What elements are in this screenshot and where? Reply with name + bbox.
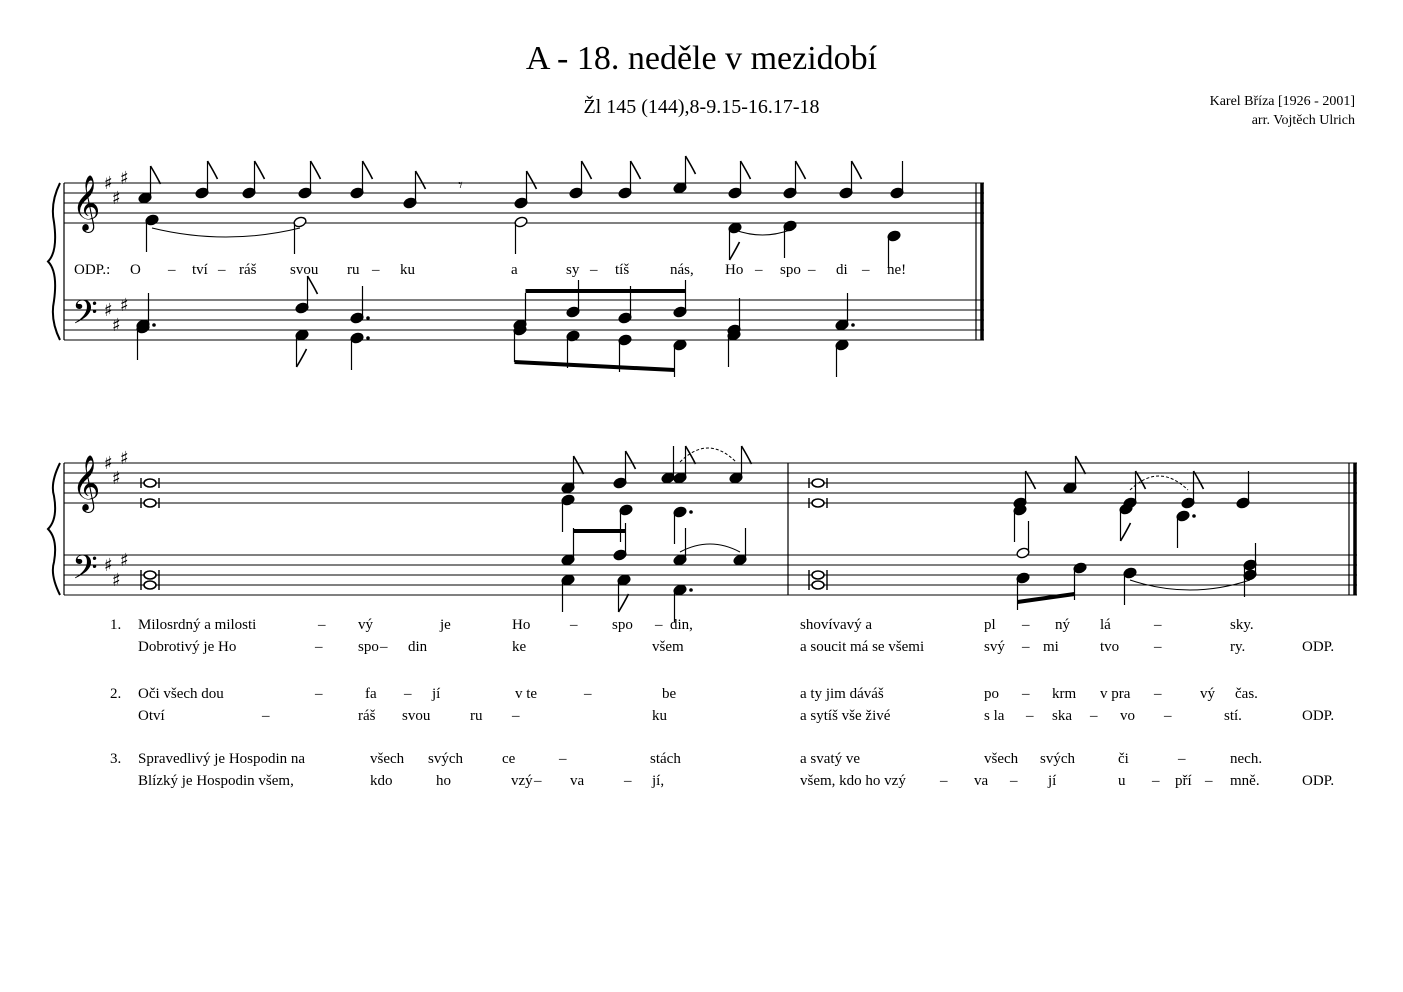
note-flag	[686, 446, 696, 464]
verse-syllable: mně.	[1230, 773, 1260, 789]
verse-syllable: Ho	[512, 617, 531, 633]
refrain-syllable: ne!	[887, 262, 907, 278]
refrain-syllable: a	[511, 262, 518, 278]
verse-syllable: ný	[1055, 617, 1070, 633]
verse-syllable: a ty jim dáváš	[800, 686, 884, 702]
refrain-syllable: tví	[192, 262, 208, 278]
verse-syllable: va	[974, 773, 989, 789]
beam	[515, 362, 675, 370]
verse-syllable: mi	[1043, 639, 1059, 655]
note-flag	[582, 161, 592, 179]
verse-syllable: všem	[652, 639, 684, 655]
verse-syllable: a sytíš vše živé	[800, 708, 891, 724]
note-flag	[1076, 456, 1086, 474]
psalm-reference: Žl 145 (144),8-9.15-16.17-18	[583, 96, 820, 118]
refrain-syllable: di	[836, 262, 848, 278]
verse-syllable: stí.	[1224, 708, 1242, 724]
verse-syllable: ska	[1052, 708, 1072, 724]
note-flag	[796, 161, 806, 179]
refrain-syllable: nás,	[670, 262, 694, 278]
refrain-syllable: tíš	[615, 262, 630, 278]
sharp-sign: ♯	[104, 555, 113, 576]
verse-syllable: Otví	[138, 708, 165, 724]
arranger-name: arr. Vojtěch Ulrich	[1251, 113, 1355, 128]
verse-syllable: všech	[370, 751, 405, 767]
note-flag	[1121, 523, 1131, 541]
refrain-syllable: –	[218, 262, 226, 278]
notation	[48, 156, 1355, 622]
breve-note	[812, 499, 824, 507]
verse-number: 2.	[110, 686, 122, 702]
breve-note	[812, 479, 824, 487]
sharp-sign: ♯	[120, 295, 129, 316]
verse-syllable: v pra	[1100, 686, 1131, 702]
verse-syllable: svou	[402, 708, 431, 724]
verse-syllable: –	[315, 639, 323, 655]
slur	[680, 544, 740, 552]
verse-syllable: kdo	[370, 773, 393, 789]
verse-syllable: pří	[1175, 773, 1192, 789]
sharp-sign: ♯	[112, 315, 121, 336]
verse-syllable: všech	[984, 751, 1019, 767]
verse-syllable: stách	[650, 751, 681, 767]
verse-syllable: –	[1205, 773, 1213, 789]
verse-syllable: a soucit má se všemi	[800, 639, 925, 655]
verse-syllable: –	[1178, 751, 1186, 767]
dot	[689, 510, 693, 514]
refrain-syllable: –	[590, 262, 598, 278]
page-title: A - 18. neděle v mezidobí	[525, 40, 878, 77]
refrain-syllable: spo	[780, 262, 801, 278]
note-flag	[255, 161, 265, 179]
verse-syllable: ry.	[1230, 639, 1246, 655]
verse-syllable: –	[1164, 708, 1172, 724]
breve-note	[144, 499, 156, 507]
verse-syllable: –	[940, 773, 948, 789]
sharp-sign: ♯	[104, 300, 113, 321]
verse-syllable: spo	[612, 617, 633, 633]
dot	[1192, 514, 1196, 518]
sharp-sign: ♯	[104, 453, 113, 474]
verse-syllable: Spravedlivý je Hospodin na	[138, 751, 306, 767]
verse-syllable: nech.	[1230, 751, 1263, 767]
verse-syllable: –	[1154, 639, 1162, 655]
bass-clef: 𝄢	[72, 549, 98, 595]
verse-syllable: ODP.	[1302, 639, 1335, 655]
refrain-syllable: O	[130, 262, 141, 278]
dot	[366, 316, 370, 320]
note-flag	[574, 456, 584, 474]
note-flag	[1194, 471, 1204, 489]
refrain-syllable: Ho	[725, 262, 744, 278]
verse-syllable: lá	[1100, 617, 1111, 633]
note-flag	[741, 161, 751, 179]
verse-syllable: –	[570, 617, 578, 633]
refrain-syllable: –	[372, 262, 380, 278]
verse-syllable: –	[559, 751, 567, 767]
verse-syllable: be	[662, 686, 677, 702]
verse-syllable: či	[1118, 751, 1129, 767]
note-flag	[527, 171, 537, 189]
verse-syllable: jí,	[652, 773, 665, 789]
verse-syllable: tvo	[1100, 639, 1120, 655]
refrain-syllable: sy	[566, 262, 580, 278]
treble-clef: 𝄞	[72, 455, 101, 511]
verse-number: 3.	[110, 751, 122, 767]
verse-syllable: Dobrotivý je Ho	[138, 639, 237, 655]
verse-syllable: –	[262, 708, 270, 724]
verse-syllable: všem, kdo ho vzý	[800, 773, 906, 789]
verse-syllable: Milosrdný a milosti	[138, 617, 257, 633]
verse-syllable: a svatý ve	[800, 751, 860, 767]
verse-syllable: pl	[984, 617, 996, 633]
refrain-syllable: –	[168, 262, 176, 278]
dot	[851, 323, 855, 327]
verse-syllable: s la	[984, 708, 1005, 724]
verse-syllable: spo	[358, 639, 379, 655]
note-flag	[297, 349, 307, 367]
verse-syllable: jí	[1048, 773, 1057, 789]
sharp-sign: ♯	[120, 448, 129, 469]
note-flag	[311, 161, 321, 179]
verse-syllable: va	[570, 773, 585, 789]
note-flag	[730, 242, 740, 260]
verse-syllable: din,	[670, 617, 693, 633]
verse-syllable: –	[655, 617, 663, 633]
breve-note	[812, 581, 824, 589]
verse-syllable: ru	[470, 708, 483, 724]
verse-syllable: ke	[512, 639, 527, 655]
verse-syllable: vzý	[511, 773, 533, 789]
verse-syllable: –	[624, 773, 632, 789]
system-brace	[48, 183, 60, 340]
verse-syllable: ODP.	[1302, 773, 1335, 789]
refrain-syllable: ku	[400, 262, 415, 278]
sharp-sign: ♯	[112, 188, 121, 209]
verse-syllable: –	[512, 708, 520, 724]
verse-syllable: ce	[502, 751, 516, 767]
verse-syllable: –	[404, 686, 412, 702]
note-flag	[363, 161, 373, 179]
verse-syllable: –	[1090, 708, 1098, 724]
breve-note	[144, 479, 156, 487]
verse-syllable: Blízký je Hospodin všem,	[138, 773, 294, 789]
verse-syllable: din	[408, 639, 428, 655]
verse-syllable: –	[1022, 639, 1030, 655]
verse-syllable: po	[984, 686, 999, 702]
verse-syllable: vo	[1120, 708, 1135, 724]
refrain-syllable: ráš	[239, 262, 257, 278]
note-flag	[626, 451, 636, 469]
note-flag	[151, 166, 161, 184]
treble-clef: 𝄞	[72, 175, 101, 231]
sharp-sign: ♯	[112, 468, 121, 489]
refrain-label: ODP.:	[74, 262, 111, 278]
verse-syllable: ODP.	[1302, 708, 1335, 724]
verse-syllable: fa	[365, 686, 377, 702]
verse-syllable: –	[380, 639, 388, 655]
verse-syllable: –	[1152, 773, 1160, 789]
refrain-syllable: –	[755, 262, 763, 278]
dot	[689, 588, 693, 592]
verse-syllable: ku	[652, 708, 667, 724]
note-flag	[686, 156, 696, 174]
verse-syllable: svý	[984, 639, 1005, 655]
slur	[735, 230, 790, 235]
verse-syllable: krm	[1052, 686, 1077, 702]
verse-syllable: ho	[436, 773, 451, 789]
verse-syllable: –	[1154, 686, 1162, 702]
system-brace	[48, 463, 60, 595]
verse-syllable: svých	[428, 751, 463, 767]
verse-syllable: u	[1118, 773, 1126, 789]
verse-syllable: –	[315, 686, 323, 702]
verse-syllable: ráš	[358, 708, 376, 724]
composer-name: Karel Bříza [1926 - 2001]	[1209, 94, 1355, 109]
verse-syllable: vý	[358, 617, 373, 633]
slur	[152, 228, 300, 237]
sharp-sign: ♯	[120, 168, 129, 189]
refrain-syllable: –	[808, 262, 816, 278]
sharp-sign: ♯	[112, 570, 121, 591]
verse-syllable: v te	[515, 686, 538, 702]
verse-syllable: –	[1022, 686, 1030, 702]
breve-note	[144, 571, 156, 579]
verse-syllable: –	[318, 617, 326, 633]
refrain-syllable: ru	[347, 262, 360, 278]
verse-syllable: Oči všech dou	[138, 686, 224, 702]
refrain-syllable: –	[862, 262, 870, 278]
dot	[152, 323, 156, 327]
note-flag	[852, 161, 862, 179]
staff-lines	[64, 183, 1357, 595]
verse-syllable: –	[1010, 773, 1018, 789]
note-flag	[742, 446, 752, 464]
note-flag	[619, 594, 629, 612]
verse-syllable: –	[534, 773, 542, 789]
verse-syllable: vý	[1200, 686, 1215, 702]
verse-number: 1.	[110, 617, 122, 633]
note-flag	[208, 161, 218, 179]
verse-syllable: –	[1022, 617, 1030, 633]
breve-note	[144, 581, 156, 589]
sharp-sign: ♯	[104, 173, 113, 194]
verse-syllable: –	[584, 686, 592, 702]
note-flag	[631, 161, 641, 179]
verse-syllable: čas.	[1235, 686, 1258, 702]
verse-syllable: je	[440, 617, 451, 633]
sharp-sign: ♯	[120, 550, 129, 571]
verse-syllable: svých	[1040, 751, 1075, 767]
note-flag	[416, 171, 426, 189]
eighth-rest: 𝄾	[458, 175, 463, 195]
verse-syllable: sky.	[1230, 617, 1254, 633]
note-flag	[1026, 471, 1036, 489]
verse-syllable: –	[1154, 617, 1162, 633]
breve-note	[812, 571, 824, 579]
bass-clef: 𝄢	[72, 294, 98, 340]
verse-syllable: shovívavý a	[800, 617, 873, 633]
verse-syllable: –	[1026, 708, 1034, 724]
refrain-syllable: svou	[290, 262, 319, 278]
dot	[366, 336, 370, 340]
verse-syllable: jí	[432, 686, 441, 702]
